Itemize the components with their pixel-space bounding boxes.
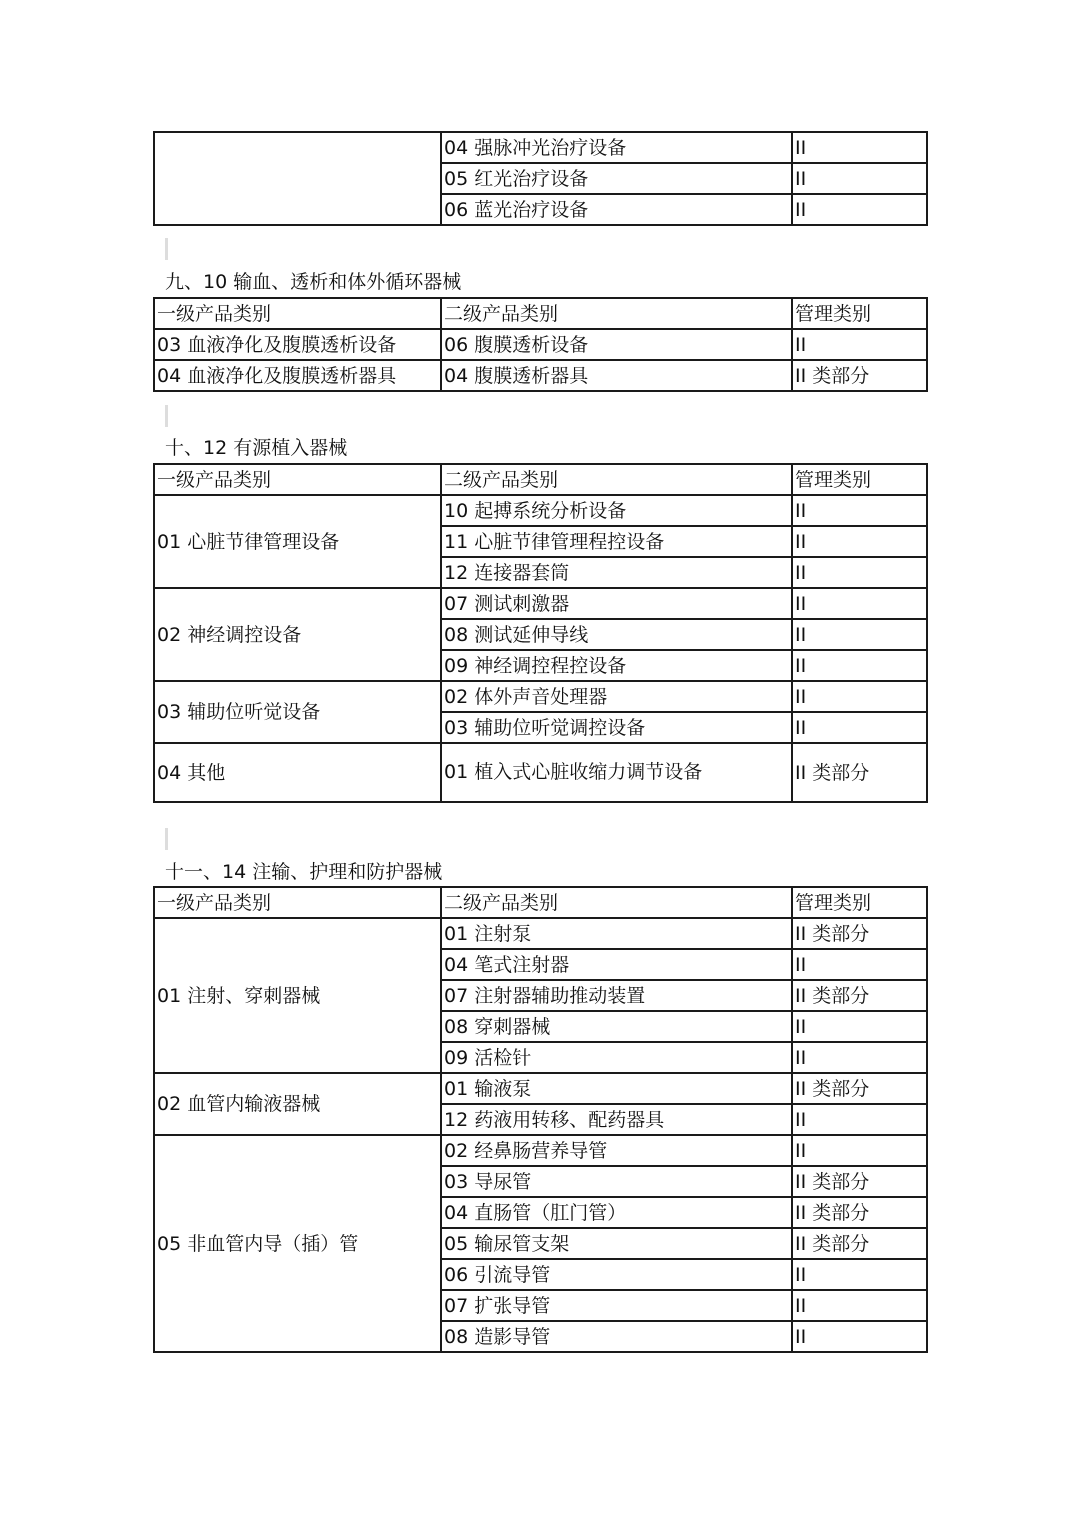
category-cell: 04 血液净化及腹膜透析器具 (154, 360, 441, 391)
class-cell: II (792, 132, 927, 163)
section-title-11: 十一、14 注输、护理和防护器械 (165, 861, 443, 883)
class-cell: II (792, 495, 927, 526)
class-cell: II (792, 329, 927, 360)
category-cell: 04 其他 (154, 743, 441, 802)
class-cell: II (792, 681, 927, 712)
subcategory-cell: 04 直肠管（肛门管） (441, 1197, 792, 1228)
class-cell: II (792, 1135, 927, 1166)
class-cell: II (792, 1011, 927, 1042)
class-cell: II 类部分 (792, 743, 927, 802)
class-cell: II (792, 1042, 927, 1073)
table-header-row (154, 464, 927, 495)
class-cell: II 类部分 (792, 1197, 927, 1228)
subcategory-cell: 07 注射器辅助推动装置 (441, 980, 792, 1011)
header-col1: 一级产品类别 (154, 464, 441, 495)
table-row (154, 588, 927, 619)
subcategory-cell: 05 红光治疗设备 (441, 163, 792, 194)
class-cell: II (792, 1259, 927, 1290)
category-cell: 01 心脏节律管理设备 (154, 495, 441, 588)
subcategory-cell: 11 心脏节律管理程控设备 (441, 526, 792, 557)
class-cell: II 类部分 (792, 918, 927, 949)
subcategory-cell: 06 引流导管 (441, 1259, 792, 1290)
subcategory-cell: 10 起搏系统分析设备 (441, 495, 792, 526)
header-col3: 管理类别 (792, 887, 927, 918)
class-cell: II (792, 619, 927, 650)
class-cell: II (792, 1104, 927, 1135)
subcategory-cell: 07 扩张导管 (441, 1290, 792, 1321)
paragraph-marker (165, 405, 168, 427)
table-row (154, 743, 927, 802)
subcategory-cell: 03 辅助位听觉调控设备 (441, 712, 792, 743)
subcategory-cell: 12 连接器套筒 (441, 557, 792, 588)
table-header-row (154, 887, 927, 918)
category-cell: 01 注射、穿刺器械 (154, 918, 441, 1073)
header-col1: 一级产品类别 (154, 298, 441, 329)
section-title-9: 九、10 输血、透析和体外循环器械 (165, 271, 462, 293)
class-cell: II 类部分 (792, 980, 927, 1011)
subcategory-cell: 02 经鼻肠营养导管 (441, 1135, 792, 1166)
category-cell: 05 非血管内导（插）管 (154, 1135, 441, 1352)
category-cell: 03 辅助位听觉设备 (154, 681, 441, 743)
section-title-10: 十、12 有源植入器械 (165, 437, 348, 459)
category-cell: 02 神经调控设备 (154, 588, 441, 681)
subcategory-cell: 04 强脉冲光治疗设备 (441, 132, 792, 163)
header-col1: 一级产品类别 (154, 887, 441, 918)
class-cell: II (792, 949, 927, 980)
header-col3: 管理类别 (792, 464, 927, 495)
class-cell: II 类部分 (792, 1073, 927, 1104)
class-cell: II (792, 1290, 927, 1321)
header-col2: 二级产品类别 (441, 887, 792, 918)
subcategory-cell: 07 测试刺激器 (441, 588, 792, 619)
table-section-11 (153, 886, 928, 1353)
table-row (154, 918, 927, 949)
class-cell: II (792, 588, 927, 619)
header-col2: 二级产品类别 (441, 464, 792, 495)
category-cell: 02 血管内输液器械 (154, 1073, 441, 1135)
subcategory-cell: 08 造影导管 (441, 1321, 792, 1352)
subcategory-cell: 12 药液用转移、配药器具 (441, 1104, 792, 1135)
table-row (154, 132, 927, 163)
subcategory-cell: 05 输尿管支架 (441, 1228, 792, 1259)
table-section-9 (153, 297, 928, 392)
subcategory-cell: 01 注射泵 (441, 918, 792, 949)
subcategory-cell: 01 输液泵 (441, 1073, 792, 1104)
paragraph-marker (165, 828, 168, 850)
class-cell: II (792, 163, 927, 194)
table-row (154, 1135, 927, 1166)
table-row (154, 360, 927, 391)
subcategory-cell: 04 腹膜透析器具 (441, 360, 792, 391)
class-cell: II 类部分 (792, 360, 927, 391)
table-header-row (154, 298, 927, 329)
subcategory-cell: 08 测试延伸导线 (441, 619, 792, 650)
header-col2: 二级产品类别 (441, 298, 792, 329)
subcategory-cell: 08 穿刺器械 (441, 1011, 792, 1042)
class-cell: II (792, 1321, 927, 1352)
class-cell: II (792, 557, 927, 588)
subcategory-cell: 01 植入式心脏收缩力调节设备 (441, 743, 792, 802)
class-cell: II (792, 194, 927, 225)
subcategory-cell: 04 笔式注射器 (441, 949, 792, 980)
table-continuation (153, 131, 928, 226)
class-cell: II (792, 650, 927, 681)
category-cell: 03 血液净化及腹膜透析设备 (154, 329, 441, 360)
class-cell: II (792, 712, 927, 743)
header-col3: 管理类别 (792, 298, 927, 329)
subcategory-cell: 09 活检针 (441, 1042, 792, 1073)
empty-category-cell (154, 132, 441, 225)
class-cell: II (792, 526, 927, 557)
table-row (154, 1073, 927, 1104)
subcategory-cell: 03 导尿管 (441, 1166, 792, 1197)
paragraph-marker (165, 238, 168, 260)
table-row (154, 681, 927, 712)
table-row (154, 495, 927, 526)
table-row (154, 329, 927, 360)
subcategory-cell: 06 腹膜透析设备 (441, 329, 792, 360)
subcategory-cell: 06 蓝光治疗设备 (441, 194, 792, 225)
table-section-10 (153, 463, 928, 803)
class-cell: II 类部分 (792, 1166, 927, 1197)
class-cell: II 类部分 (792, 1228, 927, 1259)
subcategory-cell: 02 体外声音处理器 (441, 681, 792, 712)
subcategory-cell: 09 神经调控程控设备 (441, 650, 792, 681)
